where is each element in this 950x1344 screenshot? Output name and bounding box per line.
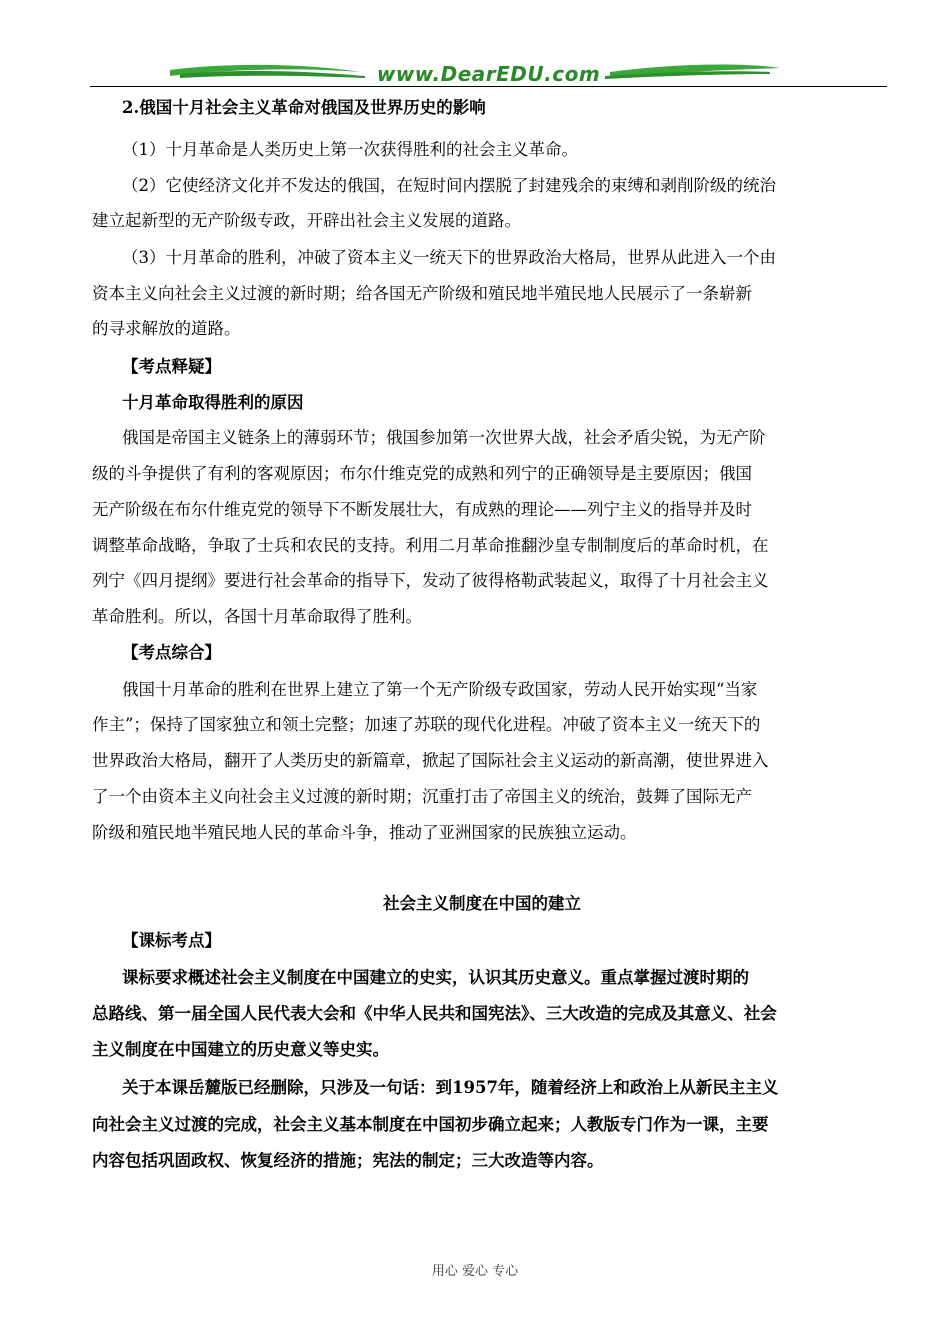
text-line: 列宁《四月提纲》要进行社会革命的指导下，发动了彼得格勒武装起义，取得了十月社会主义 <box>92 571 769 590</box>
text-line: 的寻求解放的道路。 <box>92 319 241 338</box>
text-line: 俄国是帝国主义链条上的薄弱环节；俄国参加第一次世界大战，社会矛盾尖锐，为无产阶 <box>122 428 766 447</box>
section-heading: 十月革命取得胜利的原因 <box>122 393 304 412</box>
text-line: 无产阶级在布尔什维克党的领导下不断发展壮大，有成熟的理论——列宁主义的指导并及时 <box>92 500 752 519</box>
text-line: （1）十月革命是人类历史上第一次获得胜利的社会主义革命。 <box>122 140 578 159</box>
text-line: 总路线、第一届全国人民代表大会和《中华人民共和国宪法》、三大改造的完成及其意义、社会 <box>92 1004 777 1023</box>
text-line: 世界政治大格局，翻开了人类历史的新篇章，掀起了国际社会主义运动的新高潮，使世界进入 <box>92 751 769 770</box>
text-line: 阶级和殖民地半殖民地人民的革命斗争，推动了亚洲国家的民族独立运动。 <box>92 823 637 842</box>
section-heading: 【考点综合】 <box>122 643 221 662</box>
section-heading: 2.俄国十月社会主义革命对俄国及世界历史的影响 <box>122 98 486 117</box>
text-line: 级的斗争提供了有利的客观原因；布尔什维克党的成熟和列宁的正确领导是主要原因；俄国 <box>92 464 752 483</box>
header-divider <box>90 86 887 87</box>
text-line: （2）它使经济文化并不发达的俄国，在短时间内摆脱了封建残余的束缚和剥削阶级的统治 <box>122 176 776 195</box>
text-line: 革命胜利。所以，各国十月革命取得了胜利。 <box>92 607 422 626</box>
section-heading: 【考点释疑】 <box>122 357 221 376</box>
chapter-title: 社会主义制度在中国的建立 <box>383 894 581 913</box>
text-line: 调整革命战略，争取了士兵和农民的支持。利用二月革命推翻沙皇专制制度后的革命时机，在 <box>92 536 769 555</box>
text-line: 作主”；保持了国家独立和领土完整；加速了苏联的现代化进程。冲破了资本主义一统天下的 <box>92 715 761 734</box>
section-heading: 【课标考点】 <box>122 931 221 950</box>
text-line: 俄国十月革命的胜利在世界上建立了第一个无产阶级专政国家，劳动人民开始实现“当家 <box>122 680 758 699</box>
site-logo[interactable]: www.DearEDU.com <box>376 62 601 86</box>
page-header <box>90 58 887 92</box>
text-line: 建立起新型的无产阶级专政，开辟出社会主义发展的道路。 <box>92 211 521 230</box>
text-line: 主义制度在中国建立的历史意义等史实。 <box>92 1040 389 1059</box>
text-line: 课标要求概述社会主义制度在中国建立的史实，认识其历史意义。重点掌握过渡时期的 <box>122 968 749 987</box>
text-line: 了一个由资本主义向社会主义过渡的新时期；沉重打击了帝国主义的统治，鼓舞了国际无产 <box>92 787 752 806</box>
text-line: 向社会主义过渡的完成，社会主义基本制度在中国初步确立起来；人教版专门作为一课，主要 <box>92 1115 769 1134</box>
text-line: （3）十月革命的胜利，冲破了资本主义一统天下的世界政治大格局，世界从此进入一个由 <box>122 248 776 267</box>
page-footer: 用心 爱心 专心 <box>431 1264 519 1279</box>
text-line: 内容包括巩固政权、恢复经济的措施；宪法的制定；三大改造等内容。 <box>92 1151 604 1170</box>
text-line: 关于本课岳麓版已经删除，只涉及一句话：到1957年，随着经济上和政治上从新民主主义 <box>122 1078 779 1097</box>
text-line: 资本主义向社会主义过渡的新时期；给各国无产阶级和殖民地半殖民地人民展示了一条崭新 <box>92 284 752 303</box>
